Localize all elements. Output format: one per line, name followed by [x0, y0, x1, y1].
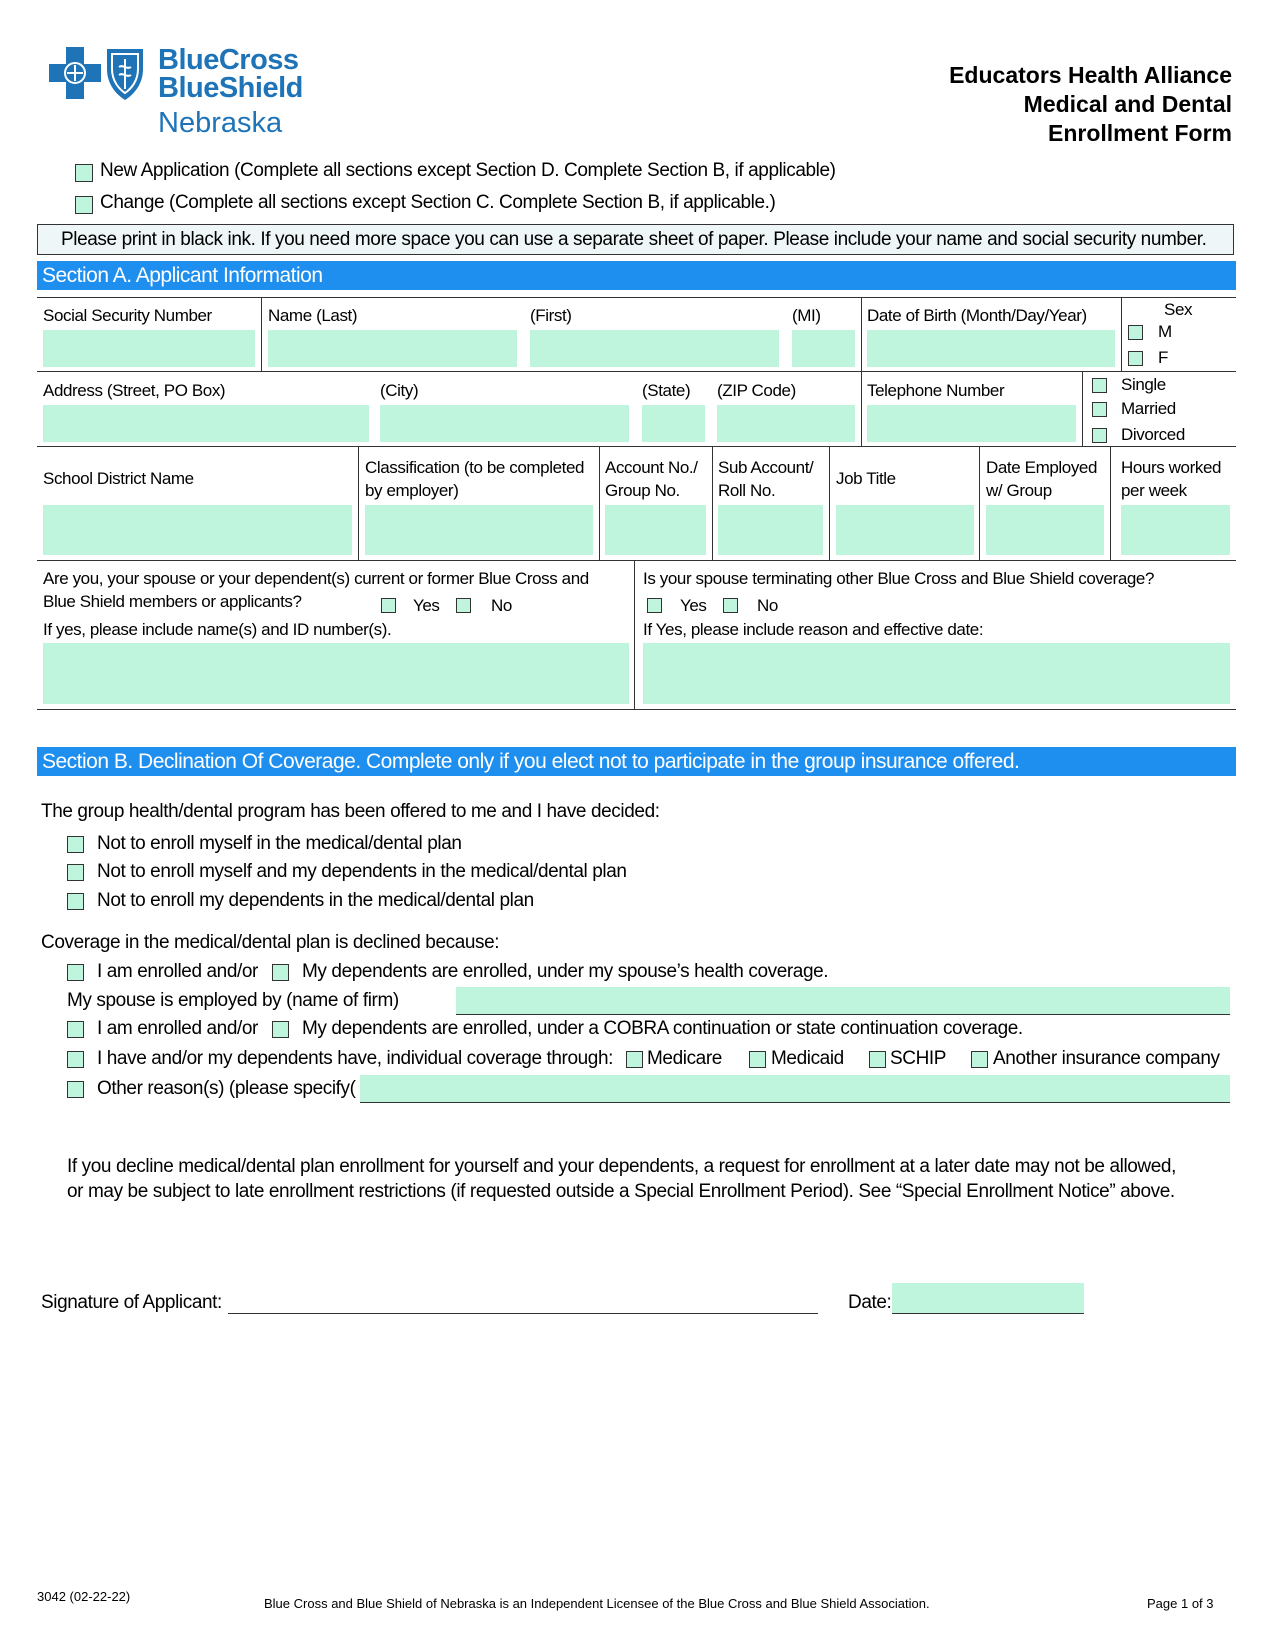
q2-no-label: No [757, 596, 778, 615]
q1-no-label: No [491, 596, 512, 615]
form-number: 3042 (02-22-22) [37, 1589, 131, 1604]
state-field[interactable] [642, 405, 705, 442]
decline-self-checkbox[interactable] [67, 836, 84, 853]
decline-self-dependents-checkbox[interactable] [67, 864, 84, 881]
hours-label-2: per week [1121, 481, 1187, 500]
q2-line2: If Yes, please include reason and effective date: [643, 620, 984, 639]
classification-field[interactable] [365, 505, 593, 555]
account-field[interactable] [605, 505, 706, 555]
telephone-label: Telephone Number [867, 381, 1005, 400]
q1-line3: If yes, please include name(s) and ID number(s). [43, 620, 392, 639]
section-b-header: Section B. Declination Of Coverage. Complete only if you elect not to participate in the group insurance offered. [37, 747, 1236, 776]
individual-coverage-label: I have and/or my dependents have, individual coverage through: [97, 1048, 614, 1069]
dob-label: Date of Birth (Month/Day/Year) [867, 306, 1087, 325]
medicare-label: Medicare [647, 1048, 722, 1069]
change-label: Change (Complete all sections except Section C. Complete Section B, if applicable.) [100, 192, 776, 213]
zip-label: (ZIP Code) [717, 381, 796, 400]
address-label: Address (Street, PO Box) [43, 381, 226, 400]
schip-checkbox[interactable] [869, 1051, 886, 1068]
mi-field[interactable] [792, 330, 855, 367]
individual-coverage-checkbox[interactable] [67, 1051, 84, 1068]
sex-label: Sex [1164, 300, 1193, 319]
q1-yes-label: Yes [413, 596, 440, 615]
q1-details-field[interactable] [43, 643, 629, 704]
classification-label-1: Classification (to be completed [365, 458, 585, 477]
last-name-field[interactable] [268, 330, 517, 367]
q2-line1: Is your spouse terminating other Blue Cross and Blue Shield coverage? [643, 569, 1155, 588]
other-reason-label: Other reason(s) (please specify( [97, 1078, 356, 1099]
new-application-checkbox[interactable] [75, 164, 93, 182]
decline-dependents-label: Not to enroll my dependents in the medical/dental plan [97, 890, 534, 911]
zip-field[interactable] [717, 405, 855, 442]
spouse-self-label: I am enrolled and/or [97, 961, 258, 982]
single-label: Single [1121, 375, 1166, 394]
city-label: (City) [380, 381, 419, 400]
hours-field[interactable] [1121, 505, 1230, 555]
ink-notice-box [37, 224, 1234, 255]
telephone-field[interactable] [867, 405, 1076, 442]
medicare-checkbox[interactable] [626, 1051, 643, 1068]
spouse-dependents-checkbox[interactable] [272, 964, 289, 981]
cobra-self-checkbox[interactable] [67, 1021, 84, 1038]
cobra-dependents-label: My dependents are enrolled, under a COBRA continuation or state continuation coverage. [302, 1018, 1023, 1039]
address-field[interactable] [43, 405, 369, 442]
signature-label: Signature of Applicant: [41, 1292, 222, 1313]
first-name-field[interactable] [530, 330, 779, 367]
school-district-label: School District Name [43, 469, 194, 488]
date-employed-label-2: w/ Group [986, 481, 1052, 500]
sex-female-label: F [1158, 348, 1168, 367]
q1-line1: Are you, your spouse or your dependent(s) current or former Blue Cross and [43, 569, 589, 588]
ssn-field[interactable] [43, 330, 255, 367]
state-label: (State) [642, 381, 691, 400]
single-checkbox[interactable] [1092, 378, 1107, 393]
schip-label: SCHIP [890, 1048, 947, 1069]
section-b-intro: The group health/dental program has been offered to me and I have decided: [41, 801, 660, 822]
licensee-notice: Blue Cross and Blue Shield of Nebraska is an Independent Licensee of the Blue Cross and Blue Shield Association. [264, 1596, 930, 1611]
dob-field[interactable] [867, 330, 1115, 367]
hours-label-1: Hours worked [1121, 458, 1222, 477]
section-a-header: Section A. Applicant Information [37, 261, 1236, 290]
account-label-2: Group No. [605, 481, 680, 500]
brand-line2: BlueShield [158, 72, 303, 104]
sub-account-label-1: Sub Account/ [718, 458, 814, 477]
school-district-field[interactable] [43, 505, 352, 555]
date-label: Date: [848, 1292, 892, 1313]
divorced-checkbox[interactable] [1092, 428, 1107, 443]
decline-self-label: Not to enroll myself in the medical/dental plan [97, 833, 462, 854]
married-label: Married [1121, 399, 1176, 418]
form-title-line2: Medical and Dental [1023, 91, 1232, 117]
cobra-dependents-checkbox[interactable] [272, 1021, 289, 1038]
another-insurer-label: Another insurance company [993, 1048, 1220, 1069]
sub-account-field[interactable] [718, 505, 823, 555]
decline-dependents-checkbox[interactable] [67, 893, 84, 910]
ssn-label: Social Security Number [43, 306, 212, 325]
new-application-label: New Application (Complete all sections except Section D. Complete Section B, if applicable) [100, 160, 836, 181]
account-label-1: Account No./ [605, 458, 698, 477]
spouse-self-checkbox[interactable] [67, 964, 84, 981]
mi-label: (MI) [792, 306, 821, 325]
divorced-label: Divorced [1121, 425, 1185, 444]
sex-male-checkbox[interactable] [1128, 325, 1143, 340]
last-name-label: Name (Last) [268, 306, 358, 325]
date-employed-label-1: Date Employed [986, 458, 1098, 477]
form-title-line1: Educators Health Alliance [949, 62, 1232, 88]
q2-yes-checkbox[interactable] [647, 598, 662, 613]
reason-intro: Coverage in the medical/dental plan is declined because: [41, 932, 500, 953]
q1-no-checkbox[interactable] [456, 598, 471, 613]
spouse-employer-label: My spouse is employed by (name of firm) [67, 990, 399, 1011]
spouse-dependents-label: My dependents are enrolled, under my spouse’s health coverage. [302, 961, 829, 982]
date-employed-field[interactable] [986, 505, 1104, 555]
q1-line2: Blue Shield members or applicants? [43, 592, 302, 611]
city-field[interactable] [380, 405, 629, 442]
married-checkbox[interactable] [1092, 402, 1107, 417]
job-title-field[interactable] [836, 505, 974, 555]
q2-yes-label: Yes [680, 596, 707, 615]
medicaid-label: Medicaid [771, 1048, 844, 1069]
another-insurer-checkbox[interactable] [971, 1051, 988, 1068]
medicaid-checkbox[interactable] [749, 1051, 766, 1068]
form-title-line3: Enrollment Form [1047, 120, 1232, 146]
other-reason-checkbox[interactable] [67, 1081, 84, 1098]
first-name-label: (First) [530, 306, 572, 325]
cross-shield-icon [49, 47, 149, 103]
ink-notice: Please print in black ink. If you need more space you can use a separate sheet of paper. Please include your name and social security number. [61, 229, 1207, 250]
brand-line3: Nebraska [158, 107, 283, 139]
cobra-self-label: I am enrolled and/or [97, 1018, 258, 1039]
other-reason-field[interactable] [360, 1075, 1230, 1103]
sex-female-checkbox[interactable] [1128, 351, 1143, 366]
sub-account-label-2: Roll No. [718, 481, 776, 500]
spouse-employer-field[interactable] [456, 987, 1230, 1015]
warning-line1: If you decline medical/dental plan enrollment for yourself and your dependents, a request for enrollment at a later date may not be allowed, [67, 1156, 1176, 1177]
signature-date-field[interactable] [892, 1283, 1084, 1314]
decline-self-dependents-label: Not to enroll myself and my dependents in the medical/dental plan [97, 861, 627, 882]
q1-yes-checkbox[interactable] [381, 598, 396, 613]
signature-line[interactable] [228, 1313, 818, 1314]
brand-line1: BlueCross [158, 44, 299, 76]
job-title-label: Job Title [836, 469, 896, 488]
page-number: Page 1 of 3 [1147, 1596, 1214, 1611]
q2-details-field[interactable] [643, 643, 1230, 704]
warning-line2: or may be subject to late enrollment restrictions (if requested outside a Special Enrollment Period). See “Special Enrollment Notice” above. [67, 1181, 1175, 1202]
q2-no-checkbox[interactable] [723, 598, 738, 613]
sex-male-label: M [1158, 322, 1172, 341]
change-checkbox[interactable] [75, 196, 93, 214]
classification-label-2: by employer) [365, 481, 459, 500]
